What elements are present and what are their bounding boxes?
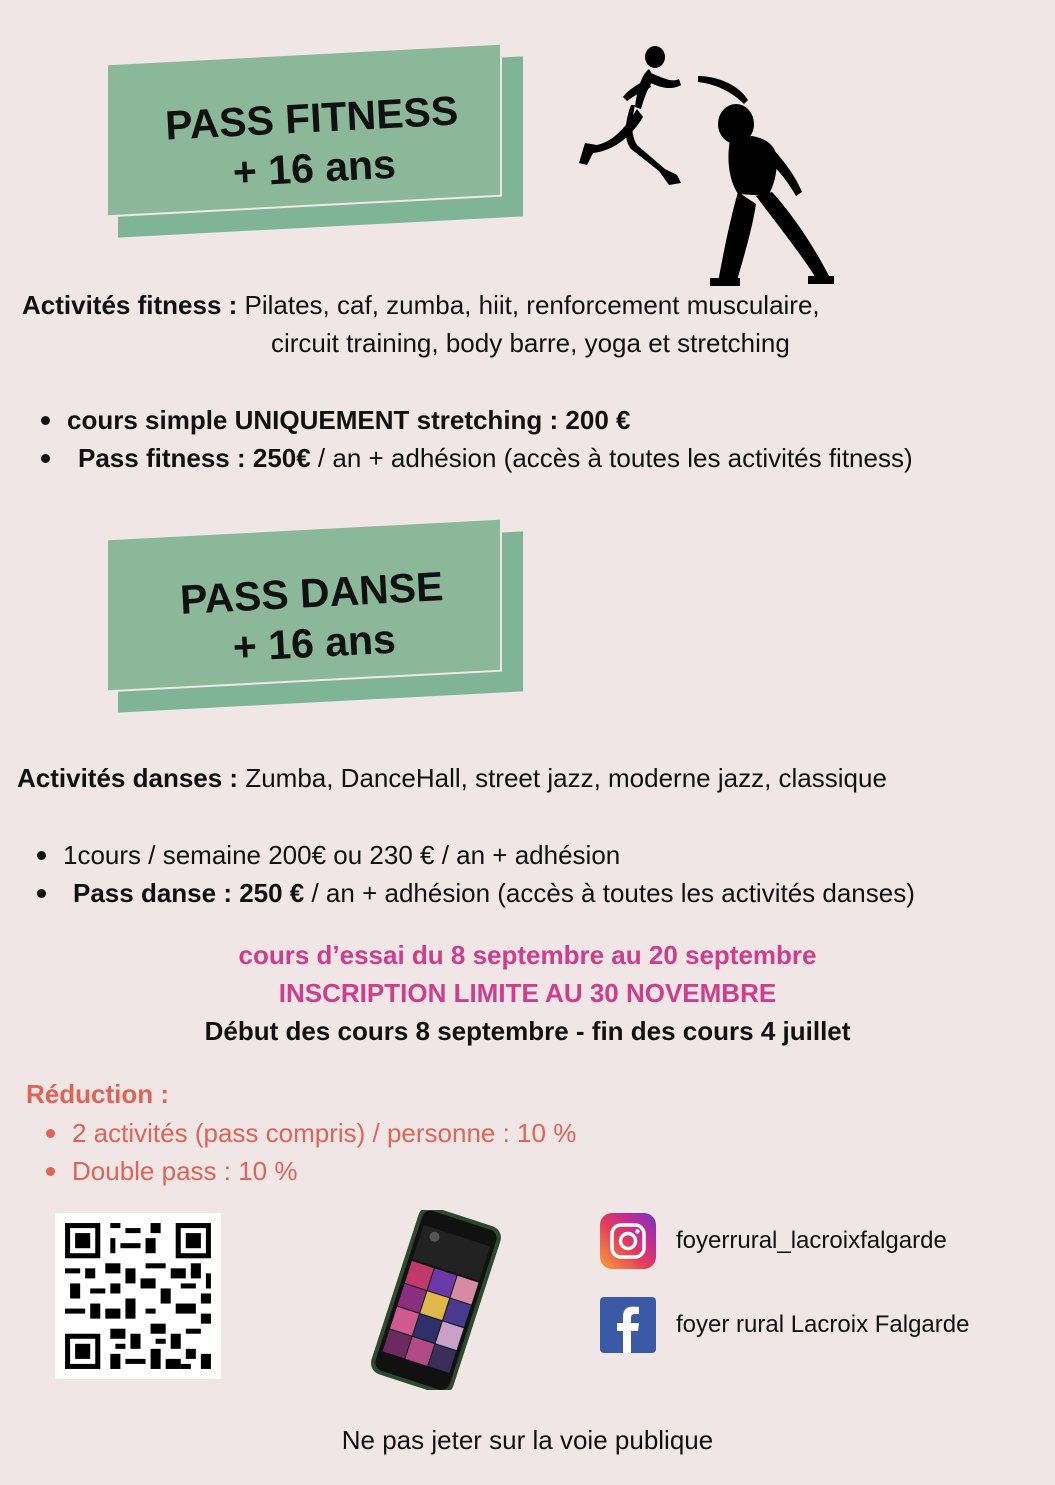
- pass-danse-title: [106, 557, 521, 678]
- facebook-icon[interactable]: [600, 1297, 656, 1353]
- course-dates: Début des cours 8 septembre - fin des cours 4 juillet: [204, 1016, 851, 1046]
- danse-activities-label: Activités danses :: [17, 763, 239, 793]
- instagram-row[interactable]: [600, 1213, 947, 1269]
- fitness-price-list: [35, 401, 913, 477]
- fitness-activities-continued: circuit training, body barre, yoga et stretching: [271, 328, 790, 358]
- list-item: Pass danse : 250 € / an + adhésion (accès à toutes les activités danses): [31, 874, 915, 912]
- list-item: 1cours / semaine 200€ ou 230 € / an + adhésion: [31, 836, 915, 874]
- danse-activities: [17, 762, 887, 794]
- list-item: Double pass : 10 %: [40, 1152, 576, 1190]
- runner-silhouette-icon: [575, 45, 695, 195]
- smartphone-icon: [355, 1210, 515, 1390]
- reduction-list: [40, 1114, 576, 1190]
- registration-deadline: INSCRIPTION LIMITE AU 30 NOVEMBRE: [278, 978, 777, 1008]
- pass-danse-title-line1: PASS DANSE: [178, 563, 445, 623]
- pass-fitness-age: + 16 ans: [231, 140, 397, 196]
- pass-danse-banner: [108, 530, 528, 705]
- danse-price-list: [31, 836, 915, 912]
- qr-code-icon: [55, 1213, 221, 1379]
- fitness-activities-list: Pilates, caf, zumba, hiit, renforcement musculaire,: [237, 290, 820, 320]
- instagram-handle[interactable]: foyerrural_lacroixfalgarde: [676, 1227, 947, 1254]
- reduction-label: Réduction :: [26, 1079, 169, 1109]
- footer-notice: Ne pas jeter sur la voie publique: [341, 1425, 714, 1455]
- list-item: 2 activités (pass compris) / personne : 10 %: [40, 1114, 576, 1152]
- pass-danse-age: + 16 ans: [231, 615, 397, 671]
- pass-fitness-title: [106, 82, 521, 203]
- pass-fitness-title-line1: PASS FITNESS: [164, 87, 460, 149]
- danse-activities-list: Zumba, DanceHall, street jazz, moderne jazz, classique: [238, 763, 887, 793]
- stretching-woman-silhouette-icon: [690, 70, 840, 290]
- fitness-activities: [22, 289, 820, 321]
- list-item: cours simple UNIQUEMENT stretching : 200 €: [35, 401, 913, 439]
- trial-period: cours d’essai du 8 septembre au 20 septembre: [238, 940, 817, 970]
- instagram-icon[interactable]: [600, 1213, 656, 1269]
- list-item: Pass fitness : 250€ / an + adhésion (accès à toutes les activités fitness): [35, 439, 913, 477]
- pass-fitness-banner: [108, 55, 528, 230]
- facebook-row[interactable]: [600, 1297, 969, 1353]
- fitness-activities-label: Activités fitness :: [22, 290, 238, 320]
- facebook-page-name[interactable]: foyer rural Lacroix Falgarde: [676, 1311, 970, 1338]
